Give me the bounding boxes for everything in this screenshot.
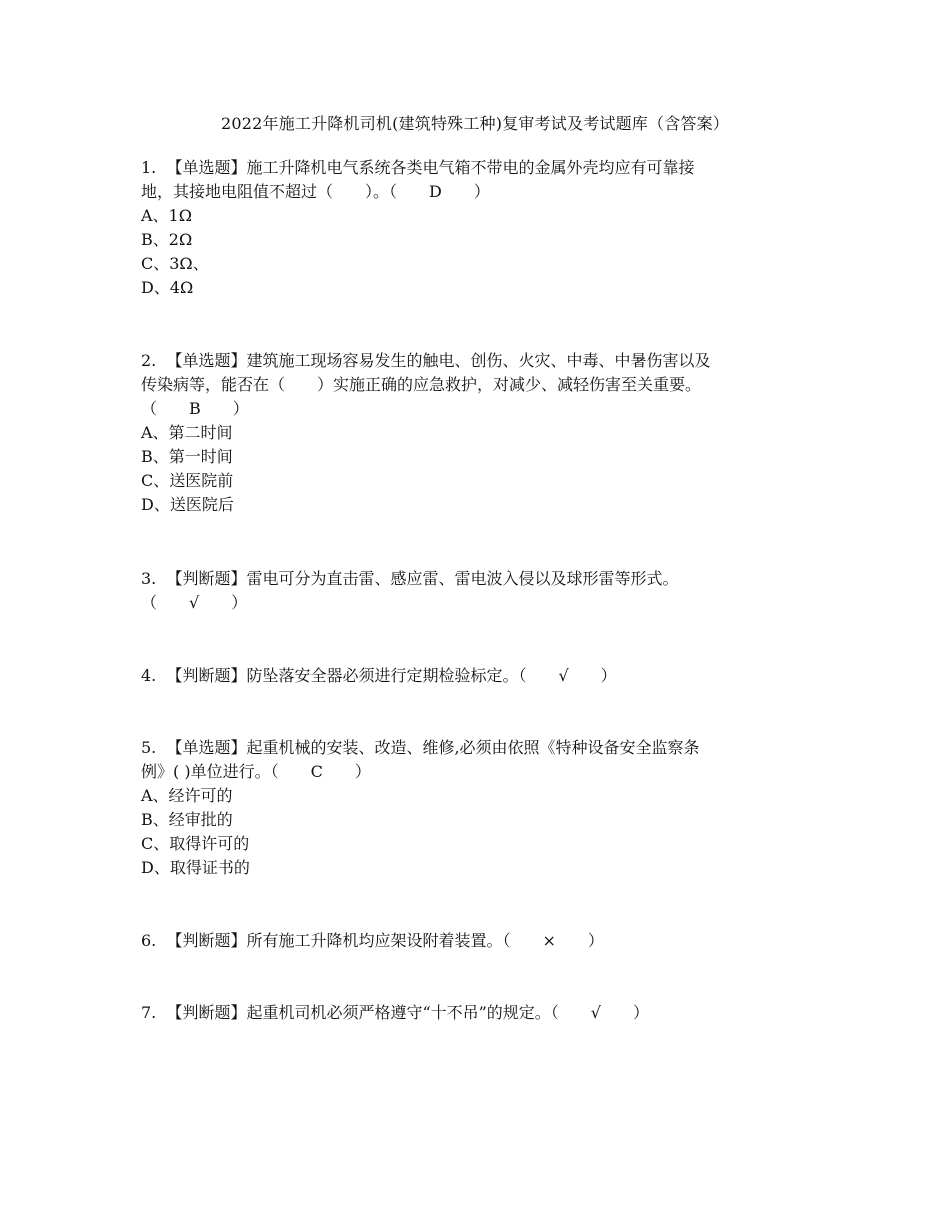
question-1-line-1: 1. 【单选题】施工升降机电气系统各类电气箱不带电的金属外壳均应有可靠接 [141, 158, 695, 177]
question-3-line-1: 3. 【判断题】雷电可分为直击雷、感应雷、雷电波入侵以及球形雷等形式。 [141, 569, 679, 588]
question-7 [141, 1001, 831, 1025]
question-5-option-c: C、取得许可的 [141, 834, 250, 853]
question-7-line-1: 7. 【判断题】起重机司机必须严格遵守“十不吊”的规定。（ √ ） [141, 1003, 649, 1022]
question-1-line-2: 地，其接地电阻值不超过（ ）。（ D ） [141, 182, 490, 201]
question-4 [141, 664, 831, 688]
question-5 [141, 736, 831, 880]
question-1-option-b: B、2Ω [141, 230, 193, 249]
question-1-option-c: C、3Ω、 [141, 254, 209, 273]
question-3-line-2: （ √ ） [141, 593, 248, 612]
page-title: 2022年施工升降机司机(建筑特殊工种)复审考试及考试题库（含答案） [220, 114, 729, 133]
question-2-option-d: D、送医院后 [141, 495, 234, 514]
question-2-line-1: 2. 【单选题】建筑施工现场容易发生的触电、创伤、火灾、中毒、中暑伤害以及 [141, 351, 711, 370]
question-6-line-1: 6. 【判断题】所有施工升降机均应架设附着装置。（ × ） [141, 931, 604, 950]
question-5-option-a: A、经许可的 [141, 786, 233, 805]
question-4-line-1: 4. 【判断题】防坠落安全器必须进行定期检验标定。（ √ ） [141, 666, 617, 685]
question-1 [141, 156, 831, 300]
question-5-line-1: 5. 【单选题】起重机械的安装、改造、维修,必须由依照《特种设备安全监察条 [141, 738, 700, 757]
question-5-option-d: D、取得证书的 [141, 858, 250, 877]
question-6 [141, 929, 831, 953]
question-2-line-2: 传染病等，能否在（ ）实施正确的应急救护，对减少、减轻伤害至关重要。 [141, 375, 702, 394]
question-1-option-a: A、1Ω [141, 206, 193, 225]
question-3 [141, 567, 831, 615]
question-2 [141, 349, 831, 517]
question-2-option-a: A、第二时间 [141, 423, 233, 442]
question-2-option-b: B、第一时间 [141, 447, 233, 466]
question-2-option-c: C、送医院前 [141, 471, 234, 490]
question-5-option-b: B、经审批的 [141, 810, 233, 829]
question-5-line-2: 例》( )单位进行。（ C ） [141, 762, 371, 781]
question-2-line-3: （ B ） [141, 399, 249, 418]
question-1-option-d: D、4Ω [141, 278, 194, 297]
